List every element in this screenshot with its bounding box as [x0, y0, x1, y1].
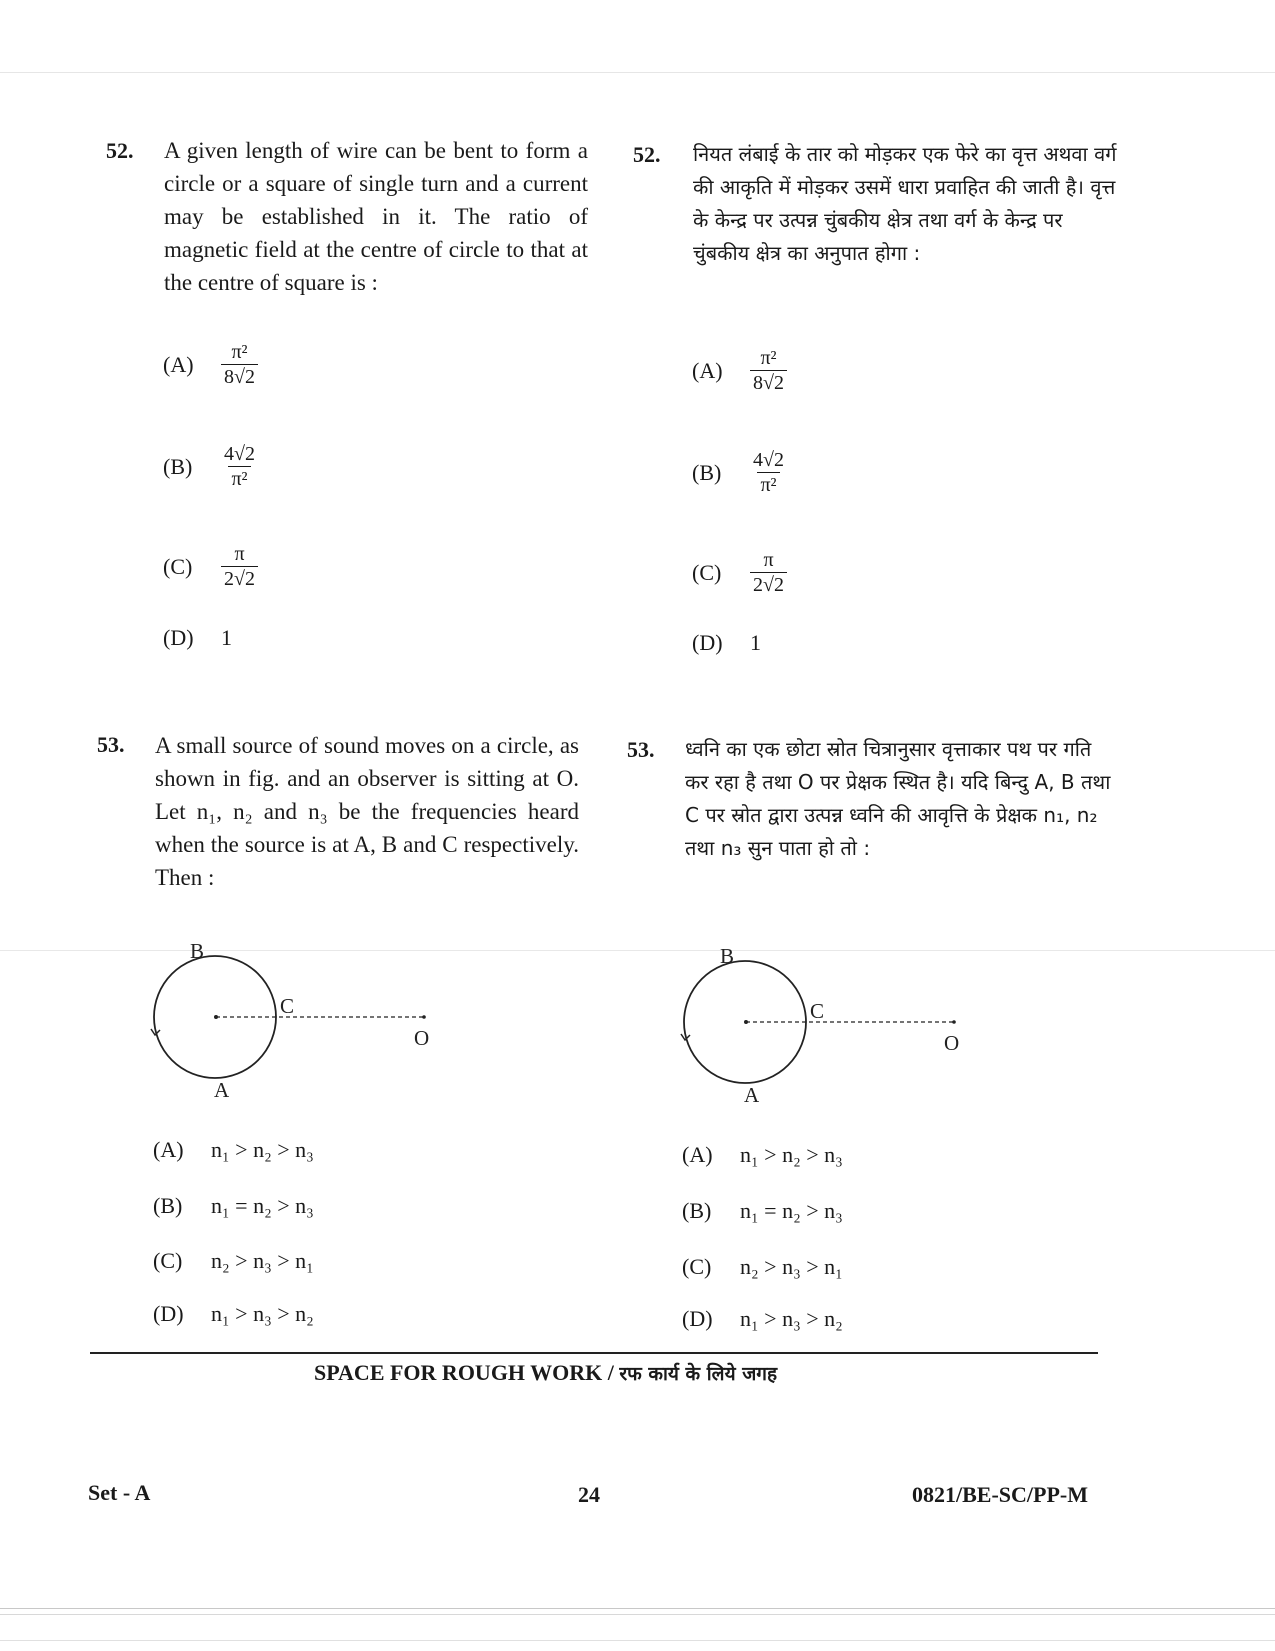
q53-number-hi: 53. [627, 737, 655, 762]
option-value: n₁ > n₃ > n₂ [740, 1306, 843, 1331]
top-scan-line [0, 72, 1275, 73]
footer-page-number: 24 [578, 1482, 600, 1507]
q52-en-option-d[interactable] [163, 625, 232, 651]
q53-en-option-d[interactable] [153, 1301, 314, 1327]
fraction: $\frac{\text{π²}}{8√2}$ [750, 346, 787, 395]
q53-en-option-c[interactable] [153, 1248, 314, 1274]
label-b: B [720, 944, 735, 968]
q53-text-hi: ध्वनि का एक छोटा स्रोत चित्रानुसार वृत्ताकार पथ पर गति कर रहा है तथा O पर प्रेक्षक स्थित है। यदि बिन्दु A, B तथा C पर स्रोत द्वारा उत्पन्न ध्वनि की आवृत्ति के प्रेक्षक n₁, n₂ तथा n₃ सुन पाता हो तो : [685, 737, 1111, 860]
footer-set: Set - A [88, 1480, 151, 1505]
fraction: $\frac{\pi}{2√2}$ [750, 548, 787, 597]
q52-en-option-a[interactable] [163, 340, 258, 389]
option-value: n₁ > n₃ > n₂ [211, 1301, 314, 1326]
label-a: A [744, 1083, 760, 1107]
centre-dot [744, 1020, 748, 1024]
rough-work-divider [90, 1352, 1098, 1354]
centre-dot [214, 1015, 218, 1019]
option-label: (C) [692, 559, 722, 585]
option-label: (B) [163, 453, 193, 479]
option-label: (A) [692, 357, 723, 383]
bottom-scan-line [0, 1614, 1275, 1615]
option-label: (A) [682, 1142, 713, 1167]
option-value: 1 [221, 625, 232, 650]
observer-dot [952, 1020, 956, 1024]
option-value: 1 [750, 630, 761, 655]
q52-hi-option-d[interactable] [692, 630, 761, 656]
option-value: n₂ > n₃ > n₁ [211, 1248, 314, 1273]
q52-hi-option-b[interactable] [692, 448, 787, 497]
label-c: C [280, 994, 295, 1018]
option-value: n₁ = n₂ > n₃ [211, 1193, 314, 1218]
option-label: (C) [682, 1254, 712, 1279]
q53-text-en: A small source of sound moves on a circle, as shown in fig. and an observer is sitting at O. Let n₁, n₂ and n₃ be the frequencies heard when the source is at A, B and C respectively. Then : [155, 733, 579, 890]
q53-hi-option-c[interactable] [682, 1254, 843, 1280]
option-label: (A) [163, 351, 194, 377]
fraction: $\frac{\pi}{2√2}$ [221, 542, 258, 591]
q52-hi-option-a[interactable] [692, 346, 787, 395]
q52-hi-option-c[interactable] [692, 548, 787, 597]
option-value: n₁ > n₂ > n₃ [740, 1142, 843, 1167]
option-value: n₁ > n₂ > n₃ [211, 1137, 314, 1162]
q53-hi-option-a[interactable] [682, 1142, 843, 1168]
footer-paper-code: 0821/BE-SC/PP-M [912, 1482, 1088, 1507]
option-label: (A) [153, 1137, 184, 1162]
q53-number-en: 53. [97, 732, 125, 757]
q52-number-en: 52. [106, 138, 134, 163]
option-label: (B) [682, 1198, 712, 1223]
q53-figure-en [140, 935, 460, 1105]
fraction: $\frac{4√2}{\text{π²}}$ [753, 449, 784, 496]
option-label: (D) [163, 625, 194, 650]
q53-hi-option-b[interactable] [682, 1198, 843, 1224]
q53-hi-option-d[interactable] [682, 1306, 843, 1332]
option-label: (C) [163, 553, 193, 579]
option-value: n₁ = n₂ > n₃ [740, 1198, 843, 1223]
bottom-scan-line [0, 1640, 1275, 1641]
q52-en-option-b[interactable] [163, 442, 258, 491]
option-label: (B) [153, 1193, 183, 1218]
bottom-scan-line [0, 1608, 1275, 1609]
label-a: A [214, 1078, 230, 1102]
fraction: $\frac{4√2}{\text{π²}}$ [224, 443, 255, 490]
observer-dot [422, 1015, 426, 1019]
rough-work-heading: SPACE FOR ROUGH WORK / रफ कार्य के लिये जगह [314, 1360, 778, 1385]
label-c: C [810, 999, 825, 1023]
option-label: (B) [692, 459, 722, 485]
q53-en-option-a[interactable] [153, 1137, 314, 1163]
option-label: (D) [153, 1301, 184, 1326]
option-label: (D) [682, 1306, 713, 1331]
q52-en-option-c[interactable] [163, 542, 258, 591]
label-o: O [414, 1026, 430, 1050]
q52-number-hi: 52. [633, 142, 661, 167]
q52-text-hi: नियत लंबाई के तार को मोड़कर एक फेरे का वृत्त अथवा वर्ग की आकृति में मोड़कर उसमें धारा प्रवाहित की जाती है। वृत्त के केन्द्र पर उत्पन्न चुंबकीय क्षेत्र तथा वर्ग के केन्द्र पर चुंबकीय क्षेत्र का अनुपात होगा : [693, 142, 1117, 265]
label-o: O [944, 1031, 960, 1055]
label-b: B [190, 939, 205, 963]
option-label: (D) [692, 630, 723, 655]
option-value: n₂ > n₃ > n₁ [740, 1254, 843, 1279]
q53-figure-hi [670, 940, 990, 1110]
option-label: (C) [153, 1248, 183, 1273]
fraction: $\frac{\text{π²}}{8√2}$ [221, 340, 258, 389]
q52-text-en: A given length of wire can be bent to form a circle or a square of single turn and a current may be established in it. The ratio of magnetic field at the centre of circle to that at the centre of square is : [164, 138, 588, 295]
q53-en-option-b[interactable] [153, 1193, 314, 1219]
